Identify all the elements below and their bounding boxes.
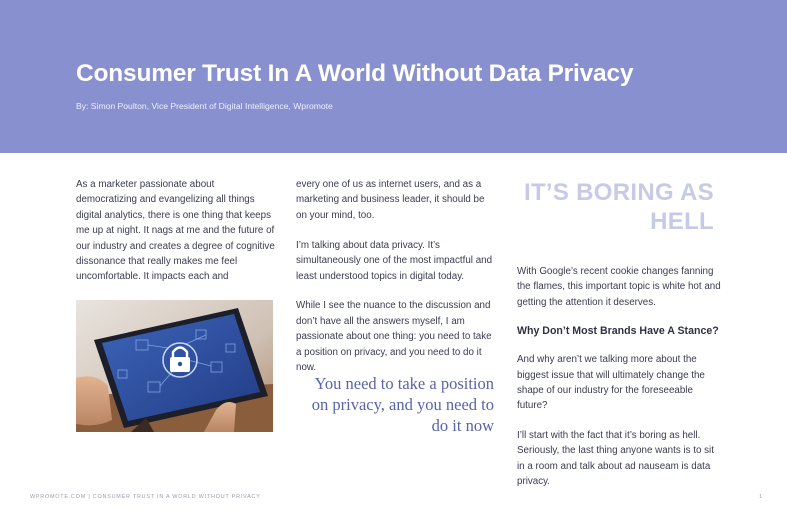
paragraph-why: And why aren’t we talking more about the biggest issue that will ultimately change the shape of our industry for the foreseeable future? bbox=[517, 354, 705, 412]
pull-quote: You need to take a position on privacy, and you need to do it now bbox=[311, 374, 494, 435]
side-heading: IT’S BORING AS HELL bbox=[524, 179, 714, 235]
paragraph-continuation: every one of us as internet users, and as a marketing and business leader, it should be on your mind, too. bbox=[296, 179, 485, 221]
byline: By: Simon Poulton, Vice President of Digital Intelligence, Wpromote bbox=[76, 101, 333, 111]
intro-paragraph: As a marketer passionate about democratizing and evangelizing all things digital analytics, there is one thing that keeps me up at night. It nags at me and the future of our industry and creates a degree of cognitive dissonance that really makes me feel uncomfortable. It impacts each and bbox=[76, 179, 275, 283]
paragraph-google-cookies: With Google’s recent cookie changes fanning the flames, this important topic is white hot and getting the attention it deserves. bbox=[517, 266, 721, 308]
paragraph-nuance: While I see the nuance to the discussion and don’t have all the answers myself, I am passionate about one thing: you need to take a position on privacy, and you need to do it now. bbox=[296, 300, 492, 374]
privacy-tablet-photo bbox=[76, 300, 273, 432]
subheading: Why Don’t Most Brands Have A Stance? bbox=[517, 325, 719, 338]
column-2 bbox=[296, 177, 498, 390]
paragraph-boring: I’ll start with the fact that it’s boring as hell. Seriously, the last thing anyone wants is to sit in a room and talk about ad nauseam is data privacy. bbox=[517, 429, 714, 488]
column-3 bbox=[517, 264, 722, 503]
paragraph-data-privacy: I’m talking about data privacy. It’s simultaneously one of the most impactful and least understood topics in digital today. bbox=[296, 239, 493, 282]
page-number: 1 bbox=[759, 494, 762, 500]
column-1 bbox=[76, 177, 276, 285]
footer-text: WPROMOTE.COM | CONSUMER TRUST IN A WORLD WITHOUT PRIVACY bbox=[30, 494, 261, 500]
page-title: Consumer Trust In A World Without Data Privacy bbox=[76, 60, 634, 87]
